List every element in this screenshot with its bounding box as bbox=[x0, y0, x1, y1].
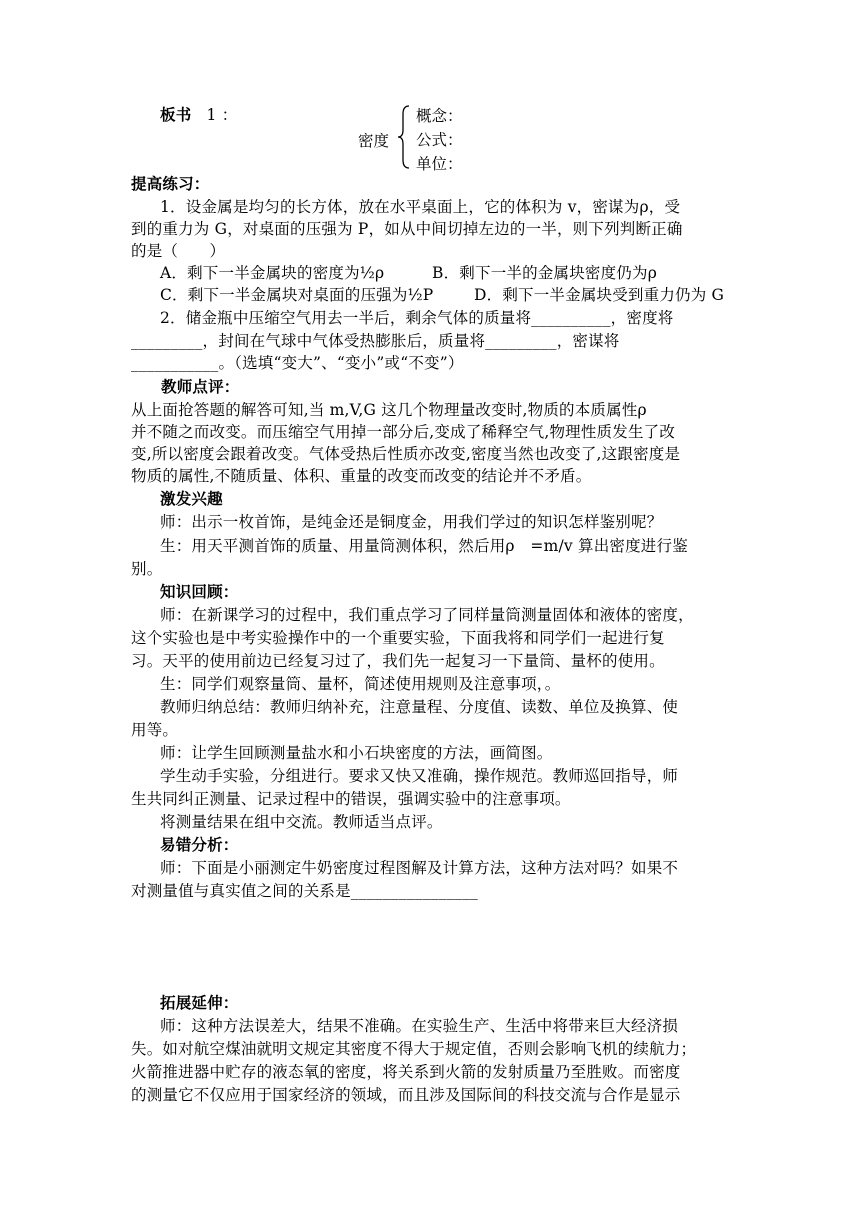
review-p1-line1: 师：在新课学习的过程中，我们重点学习了同样量筒测量固体和液体的密度， bbox=[160, 606, 694, 624]
board-label: 板书 bbox=[160, 105, 192, 124]
option-d: D．剩下一半金属块受到重力仍为 G bbox=[474, 286, 725, 304]
errors-line1: 师：下面是小丽测定牛奶密度过程图解及计算方法，这种方法对吗？如果不 bbox=[160, 859, 679, 877]
brace-item-formula: 公式： bbox=[416, 131, 463, 149]
review-p1-line2: 这个实验也是中考实验操作中的一个重要实验，下面我将和同学们一起进行复 bbox=[131, 629, 665, 647]
review-p2: 生：同学们观察量筒、量杯，简述使用规则及注意事项，。 bbox=[160, 675, 561, 693]
option-a: A．剩下一半金属块的密度为½ρ bbox=[160, 264, 385, 282]
review-p5-line1: 学生动手实验，分组进行。要求又快又准确，操作规范。教师巡回指导，师 bbox=[160, 767, 679, 785]
q1-line3: 的是（ ） bbox=[131, 242, 226, 260]
curly-brace-icon bbox=[396, 104, 412, 170]
brace-item-unit: 单位： bbox=[416, 155, 463, 173]
review-p3-line1: 教师归纳总结：教师归纳补充，注意量程、分度值、读数、单位及换算、使 bbox=[160, 698, 679, 716]
teacher-comment-line: 从上面抢答题的解答可知,当 m,V,G 这几个物理量改变时,物质的本质属性ρ bbox=[131, 401, 647, 419]
interest-student-line1: 生：用天平测首饰的质量、用量筒测体积，然后用ρ =m/v 算出密度进行鉴 bbox=[160, 537, 688, 555]
q1-options-cd bbox=[160, 284, 725, 306]
q2-line3: ___________。（选填“变大”、“变小”或“不变”） bbox=[131, 354, 464, 372]
interest-student-line2: 别。 bbox=[131, 560, 163, 578]
interest-teacher: 师：出示一枚首饰，是纯金还是铜度金，用我们学过的知识怎样鉴别呢？ bbox=[160, 513, 663, 531]
interest-heading: 激发兴趣 bbox=[160, 489, 223, 508]
review-p4: 师：让学生回顾测量盐水和小石块密度的方法，画简图。 bbox=[160, 744, 553, 762]
option-b: B．剩下一半的金属块密度仍为ρ bbox=[432, 264, 658, 282]
teacher-comment-heading: 教师点评： bbox=[161, 377, 240, 396]
q1-line1: 1．设金属是均匀的长方体，放在水平桌面上，它的体积为 v，密谋为ρ，受 bbox=[160, 198, 681, 216]
review-p6: 将测量结果在组中交流。教师适当点评。 bbox=[160, 813, 443, 831]
q1-line2: 到的重力为 G，对桌面的压强为 P，如从中间切掉左边的一半，则下列判断正确 bbox=[131, 220, 683, 238]
teacher-comment-line: 物质的属性,不随质量、体积、重量的改变而改变的结论并不矛盾。 bbox=[131, 467, 592, 485]
review-heading: 知识回顾： bbox=[160, 582, 239, 601]
q2-line1: 2．储金瓶中压缩空气用去一半后，剩余气体的质量将__________，密度将 bbox=[160, 309, 674, 327]
review-p3-line2: 用等。 bbox=[131, 721, 179, 739]
extension-heading: 拓展延伸： bbox=[160, 993, 239, 1012]
teacher-comment-line: 变,所以密度会跟着改变。气体受热后性质亦改变,密度当然也改变了,这跟密度是 bbox=[131, 445, 681, 463]
extension-line2: 失。如对航空煤油就明文规定其密度不得大于规定值，否则会影响飞机的续航力； bbox=[131, 1040, 697, 1058]
extension-line3: 火箭推进器中贮存的液态氧的密度，将关系到火箭的发射质量乃至胜败。而密度 bbox=[131, 1063, 681, 1081]
teacher-comment-line: 并不随之而改变。而压缩空气用掉一部分后,变成了稀释空气,物理性质发生了改 bbox=[131, 423, 676, 441]
q1-options-ab bbox=[160, 262, 658, 284]
q2-line2: _________，封间在气球中气体受热膨胀后，质量将_________，密谋将 bbox=[131, 332, 620, 350]
board-number: 1 ： bbox=[206, 106, 238, 124]
extension-line4: 的测量它不仅应用于国家经济的领域，而且涉及国际间的科技交流与合作是显示 bbox=[131, 1086, 681, 1104]
board-heading bbox=[160, 104, 237, 126]
extension-line1: 师：这种方法误差大，结果不准确。在实验生产、生活中将带来巨大经济损 bbox=[160, 1017, 679, 1035]
errors-heading: 易错分析： bbox=[160, 835, 239, 854]
errors-line2: 对测量值与真实值之间的关系是________________ bbox=[131, 882, 479, 900]
option-c: C．剩下一半金属块对桌面的压强为½P bbox=[160, 286, 434, 304]
density-brace-diagram bbox=[330, 104, 510, 176]
review-p1-line3: 习。天平的使用前边已经复习过了，我们先一起复习一下量筒、量杯的使用。 bbox=[131, 652, 665, 670]
review-p5-line2: 生共同纠正测量、记录过程中的错误，强调实验中的注意事项。 bbox=[131, 790, 571, 808]
brace-center-label: 密度 bbox=[358, 132, 390, 150]
practice-heading: 提高练习： bbox=[131, 174, 210, 193]
brace-item-concept: 概念： bbox=[416, 107, 463, 125]
